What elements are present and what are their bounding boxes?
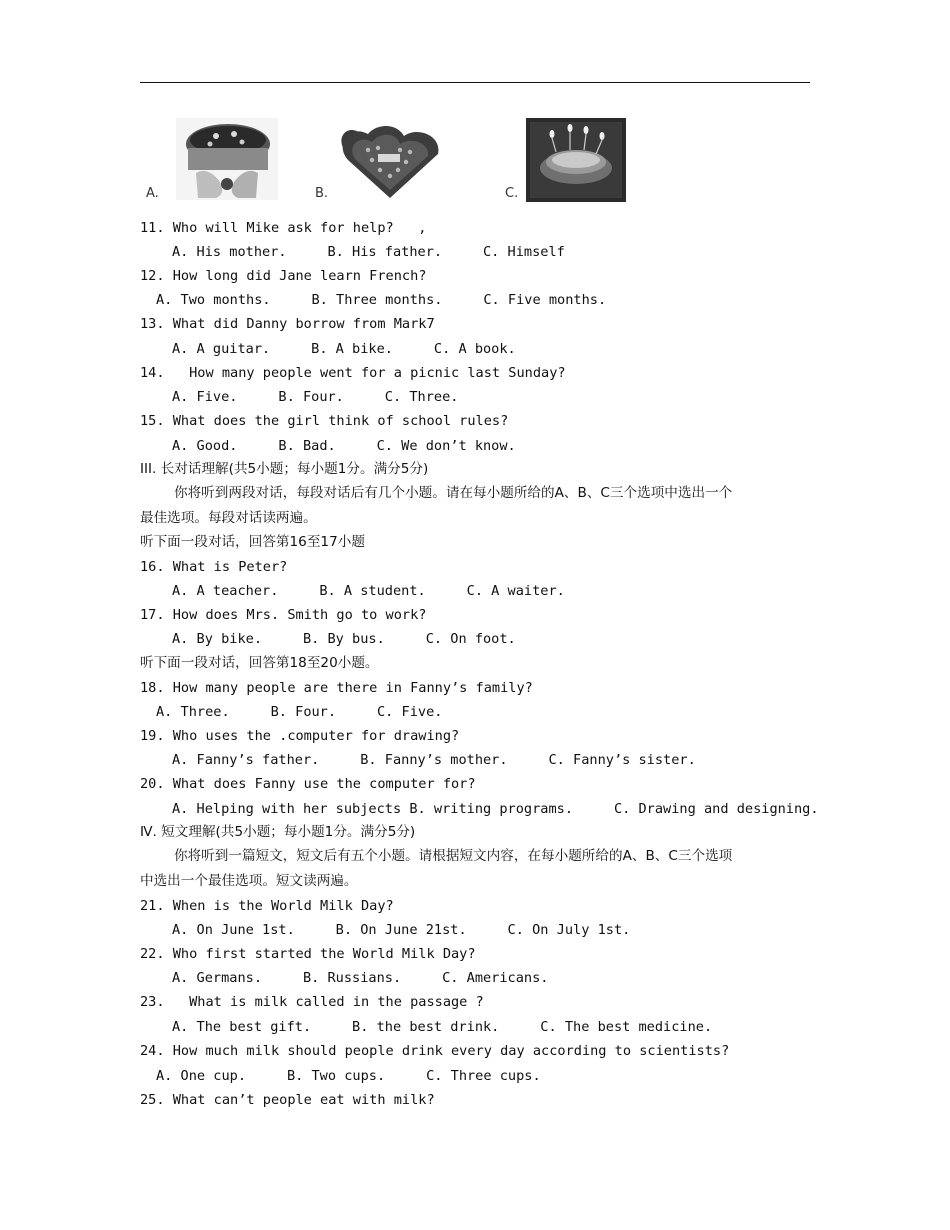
text-line: 你将听到一篇短文，短文后有五个小题。请根据短文内容，在每小题所给的A、B、C三个选项 (174, 848, 733, 864)
picture-a-label: A. (146, 186, 159, 201)
picture-a-cake (176, 118, 278, 200)
picture-b-label: B. (315, 186, 329, 201)
text-line: A. Two months. B. Three months. C. Five months. (156, 292, 607, 308)
text-line: A. On June 1st. B. On June 21st. C. On July 1st. (172, 922, 631, 938)
text-line: A. A teacher. B. A student. C. A waiter. (172, 583, 565, 599)
text-line: 16. What is Peter? (140, 559, 288, 575)
text-line: 23. What is milk called in the passage ? (140, 994, 484, 1010)
text-line: A. Five. B. Four. C. Three. (172, 389, 459, 405)
text-line: A. A guitar. B. A bike. C. A book. (172, 341, 516, 357)
text-line: 17. How does Mrs. Smith go to work? (140, 607, 427, 623)
text-line: 22. Who first started the World Milk Day? (140, 946, 476, 962)
text-line: 21. When is the World Milk Day? (140, 898, 394, 914)
header-rule (140, 82, 810, 83)
text-line: A. Helping with her subjects B. writing programs. C. Drawing and designing. (172, 801, 819, 817)
picture-c-birthday-cake (526, 118, 626, 202)
text-line: A. The best gift. B. the best drink. C. The best medicine. (172, 1019, 713, 1035)
picture-c-label: C. (505, 186, 519, 201)
text-line: 11. Who will Mike ask for help? , (140, 220, 427, 236)
text-line: 25. What can’t people eat with milk? (140, 1092, 435, 1108)
text-line: 20. What does Fanny use the computer for? (140, 776, 476, 792)
picture-b-chocolate-box (338, 118, 444, 202)
text-line: 18. How many people are there in Fanny’s family? (140, 680, 533, 696)
text-line: 中选出一个最佳选项。短文读两遍。 (140, 873, 358, 889)
text-line: 24. How much milk should people drink every day according to scientists? (140, 1043, 730, 1059)
text-line: Ⅳ. 短文理解(共5小题；每小题1分。满分5分) (140, 824, 416, 840)
text-line: A. Germans. B. Russians. C. Americans. (172, 970, 549, 986)
text-line: 12. How long did Jane learn French? (140, 268, 427, 284)
text-line: 你将听到两段对话，每段对话后有几个小题。请在每小题所给的A、B、C三个选项中选出一个 (174, 485, 733, 501)
text-line: III. 长对话理解(共5小题；每小题1分。满分5分) (140, 461, 429, 477)
text-line: 最佳选项。每段对话读两遍。 (140, 510, 317, 526)
text-line: A. One cup. B. Two cups. C. Three cups. (156, 1068, 541, 1084)
text-line: A. Three. B. Four. C. Five. (156, 704, 443, 720)
text-line: A. His mother. B. His father. C. Himself (172, 244, 565, 260)
text-line: A. Fanny’s father. B. Fanny’s mother. C. Fanny’s sister. (172, 752, 696, 768)
text-line: 听下面一段对话，回答第16至17小题 (140, 534, 365, 550)
text-line: A. Good. B. Bad. C. We don’t know. (172, 438, 516, 454)
text-line: 15. What does the girl think of school rules? (140, 413, 509, 429)
text-line: A. By bike. B. By bus. C. On foot. (172, 631, 516, 647)
text-line: 19. Who uses the .computer for drawing? (140, 728, 460, 744)
text-line: 听下面一段对话，回答第18至20小题。 (140, 655, 379, 671)
text-line: 14. How many people went for a picnic last Sunday? (140, 365, 566, 381)
text-line: 13. What did Danny borrow from Mark7 (140, 316, 435, 332)
